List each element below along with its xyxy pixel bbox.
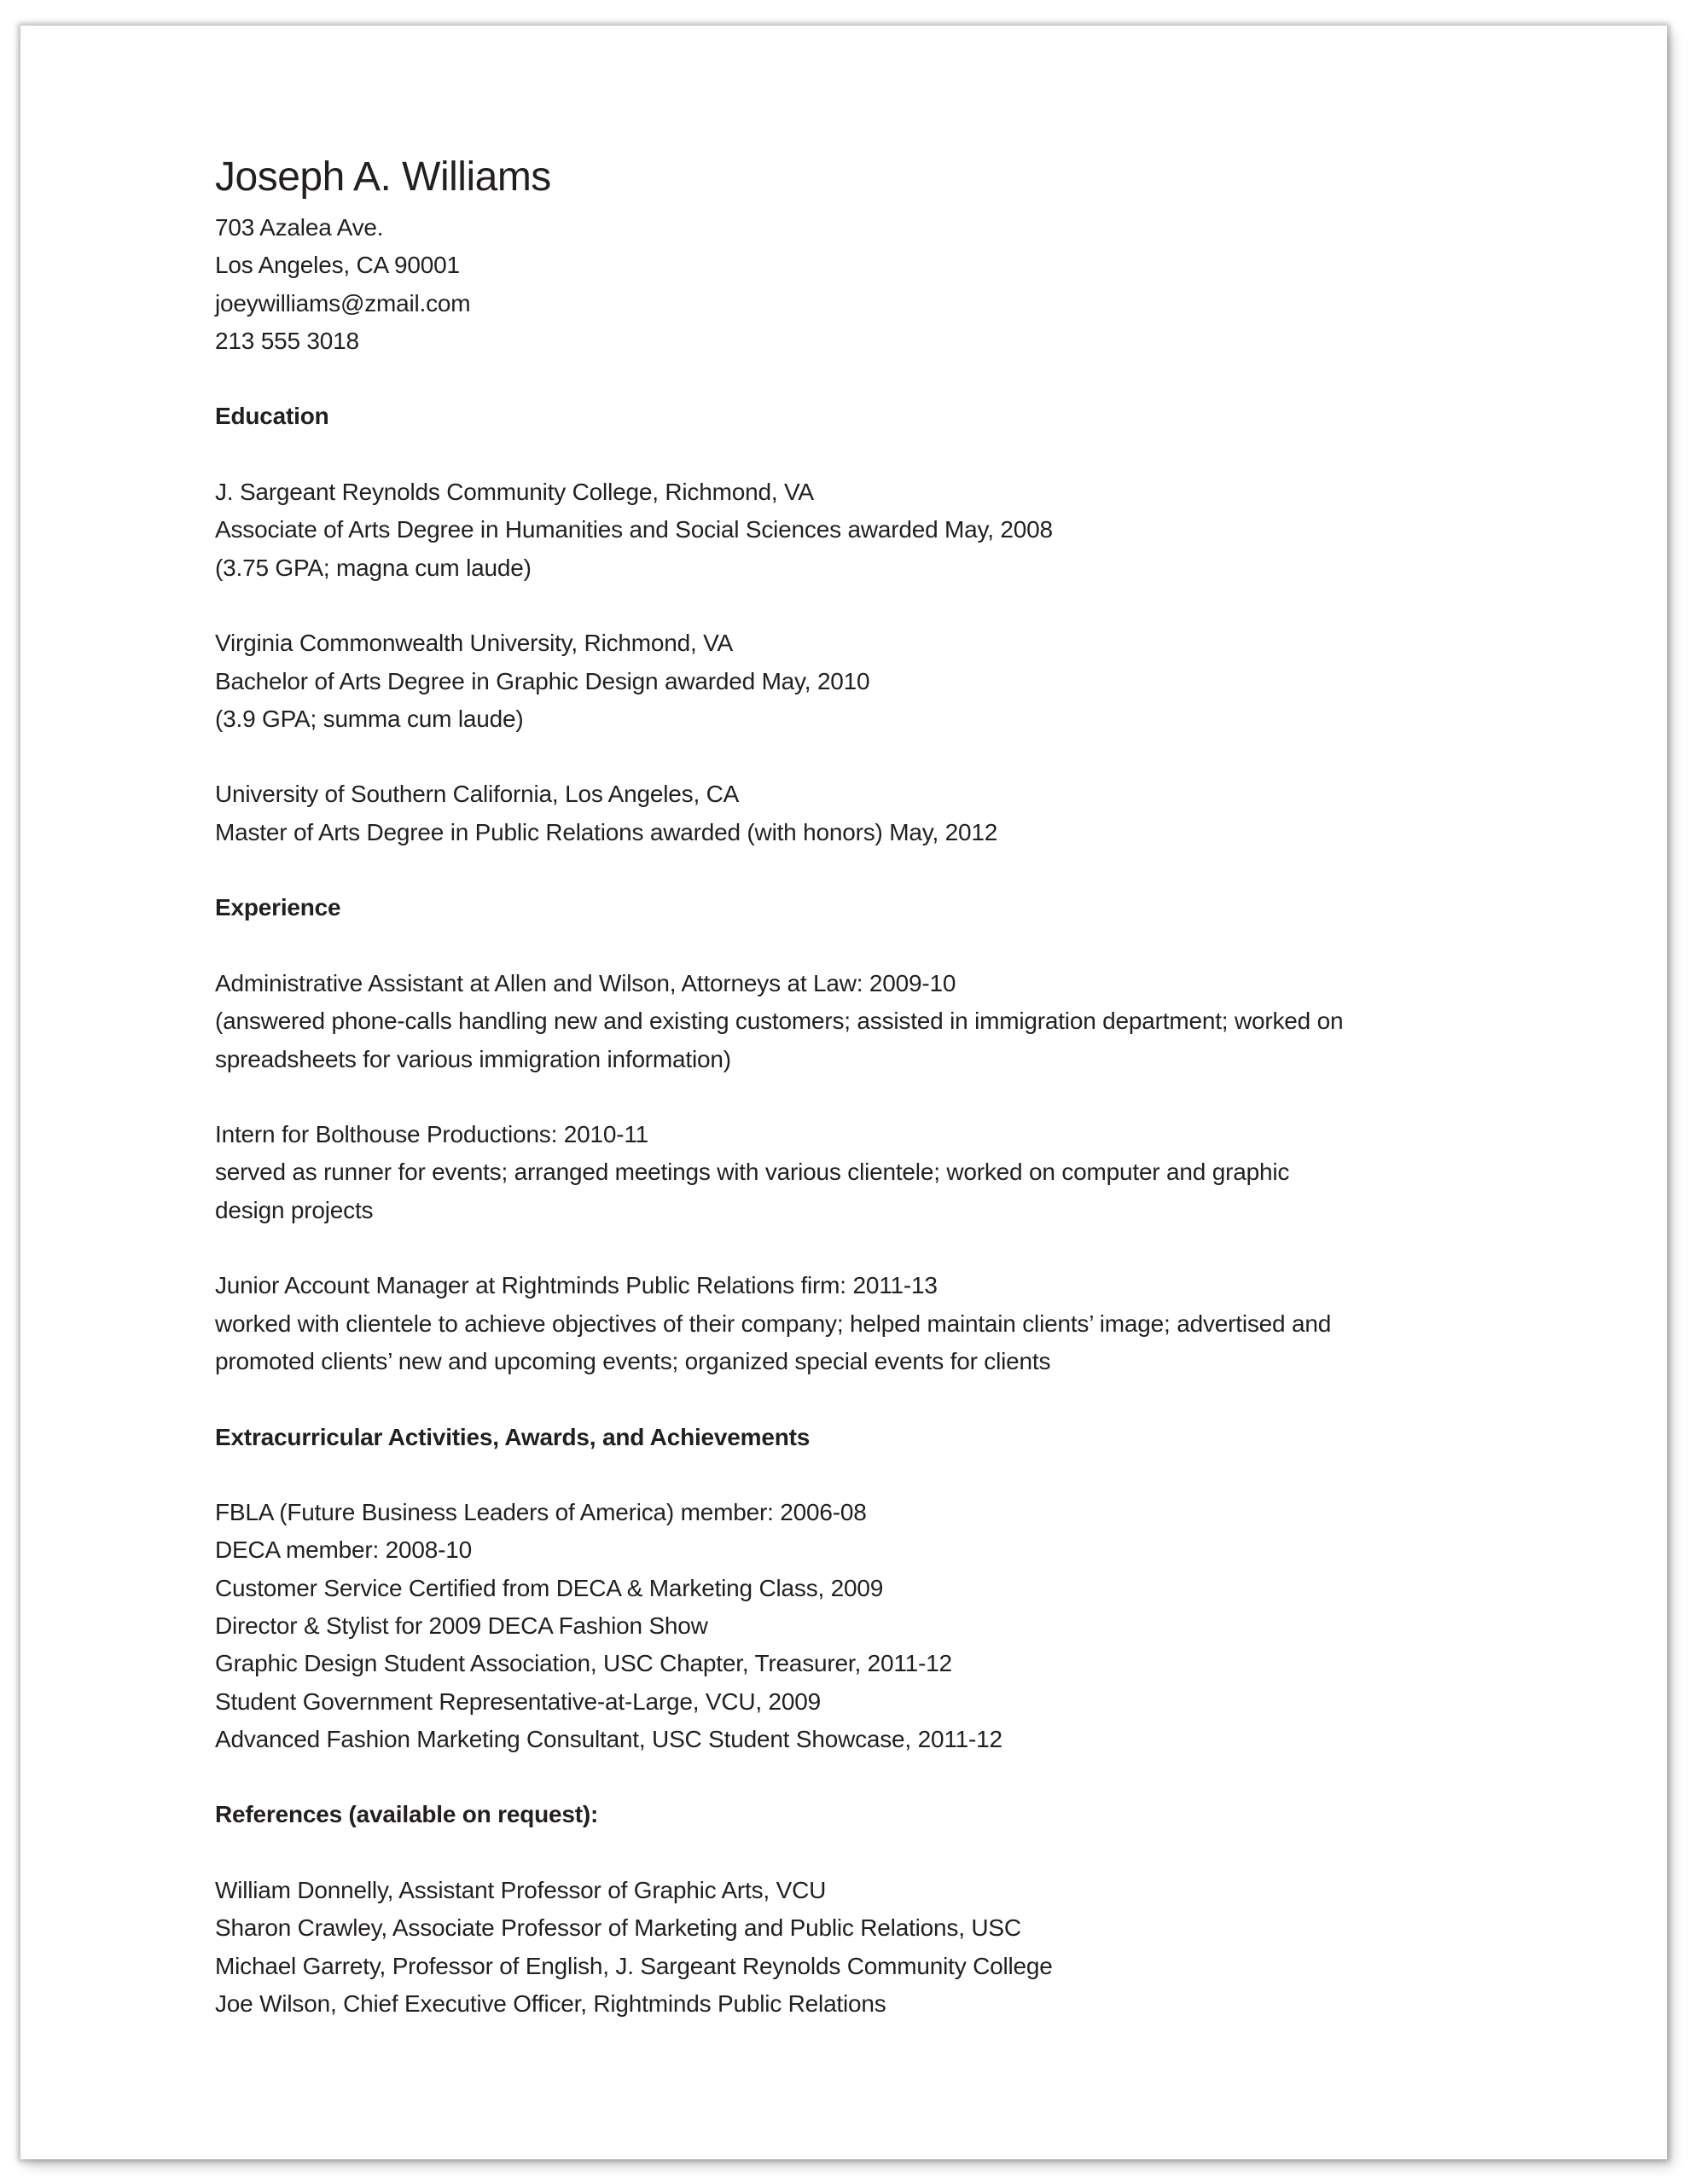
entry-line: (answered phone-calls handling new and existing customers; assisted in immigration department; worked on (215, 1008, 1344, 1035)
education-entry (215, 624, 1343, 738)
activity-item: DECA member: 2008-10 (215, 1536, 473, 1564)
experience-entry (215, 965, 1343, 1078)
entry-line: promoted clients’ new and upcoming events; organized special events for clients (215, 1347, 1051, 1374)
address-line: 703 Azalea Ave. (215, 214, 384, 241)
activity-item: Graphic Design Student Association, USC Chapter, Treasurer, 2011-12 (215, 1650, 952, 1677)
education-entry (215, 473, 1343, 587)
reference-item: William Donnelly, Assistant Professor of Graphic Arts, VCU (215, 1877, 827, 1904)
experience-entry (215, 1267, 1343, 1380)
entry-line: Master of Arts Degree in Public Relations awarded (with honors) May, 2012 (215, 818, 998, 845)
resume-body (215, 209, 1343, 2023)
experience-heading: Experience (215, 894, 341, 921)
entry-line: University of Southern California, Los Angeles, CA (215, 781, 740, 808)
entry-line: worked with clientele to achieve objectives of their company; helped maintain clients’ image; advertised and (215, 1310, 1332, 1337)
email: joeywilliams@zmail.com (215, 289, 471, 317)
applicant-name: Joseph A. Williams (215, 154, 551, 200)
entry-line: design projects (215, 1196, 374, 1223)
education-entry (215, 775, 1343, 851)
entry-line: (3.9 GPA; summa cum laude) (215, 705, 524, 732)
reference-item: Joe Wilson, Chief Executive Officer, Rightminds Public Relations (215, 1989, 886, 2017)
entry-line: Intern for Bolthouse Productions: 2010-11 (215, 1121, 649, 1148)
entry-line: spreadsheets for various immigration information) (215, 1045, 731, 1072)
references-list (215, 1872, 1343, 2023)
contact-block (215, 209, 1343, 360)
experience-entry (215, 1116, 1343, 1229)
entry-line: Bachelor of Arts Degree in Graphic Design awarded May, 2010 (215, 667, 870, 694)
reference-item: Sharon Crawley, Associate Professor of Marketing and Public Relations, USC (215, 1914, 1021, 1942)
activity-item: Advanced Fashion Marketing Consultant, USC Student Showcase, 2011-12 (215, 1725, 1002, 1752)
entry-line: Virginia Commonwealth University, Richmond, VA (215, 630, 734, 657)
references-heading: References (available on request): (215, 1801, 599, 1828)
activity-item: Student Government Representative-at-Large, VCU, 2009 (215, 1687, 822, 1715)
entry-line: (3.75 GPA; magna cum laude) (215, 554, 532, 581)
reference-item: Michael Garrety, Professor of English, J. Sargeant Reynolds Community College (215, 1952, 1053, 1979)
activity-item: FBLA (Future Business Leaders of America) member: 2006-08 (215, 1499, 867, 1526)
activity-item: Director & Stylist for 2009 DECA Fashion Show (215, 1612, 708, 1639)
activity-item: Customer Service Certified from DECA & Marketing Class, 2009 (215, 1574, 884, 1601)
entry-line: Administrative Assistant at Allen and Wilson, Attorneys at Law: 2009-10 (215, 969, 956, 996)
activities-list (215, 1494, 1343, 1758)
entry-line: served as runner for events; arranged meetings with various clientele; worked on computer and graphic (215, 1159, 1290, 1186)
entry-line: Associate of Arts Degree in Humanities and Social Sciences awarded May, 2008 (215, 516, 1053, 543)
phone: 213 555 3018 (215, 327, 359, 354)
education-heading: Education (215, 403, 329, 430)
entry-line: J. Sargeant Reynolds Community College, Richmond, VA (215, 479, 814, 506)
city-line: Los Angeles, CA 90001 (215, 252, 460, 279)
activities-heading: Extracurricular Activities, Awards, and Achievements (215, 1423, 811, 1450)
entry-line: Junior Account Manager at Rightminds Public Relations firm: 2011-13 (215, 1272, 938, 1299)
